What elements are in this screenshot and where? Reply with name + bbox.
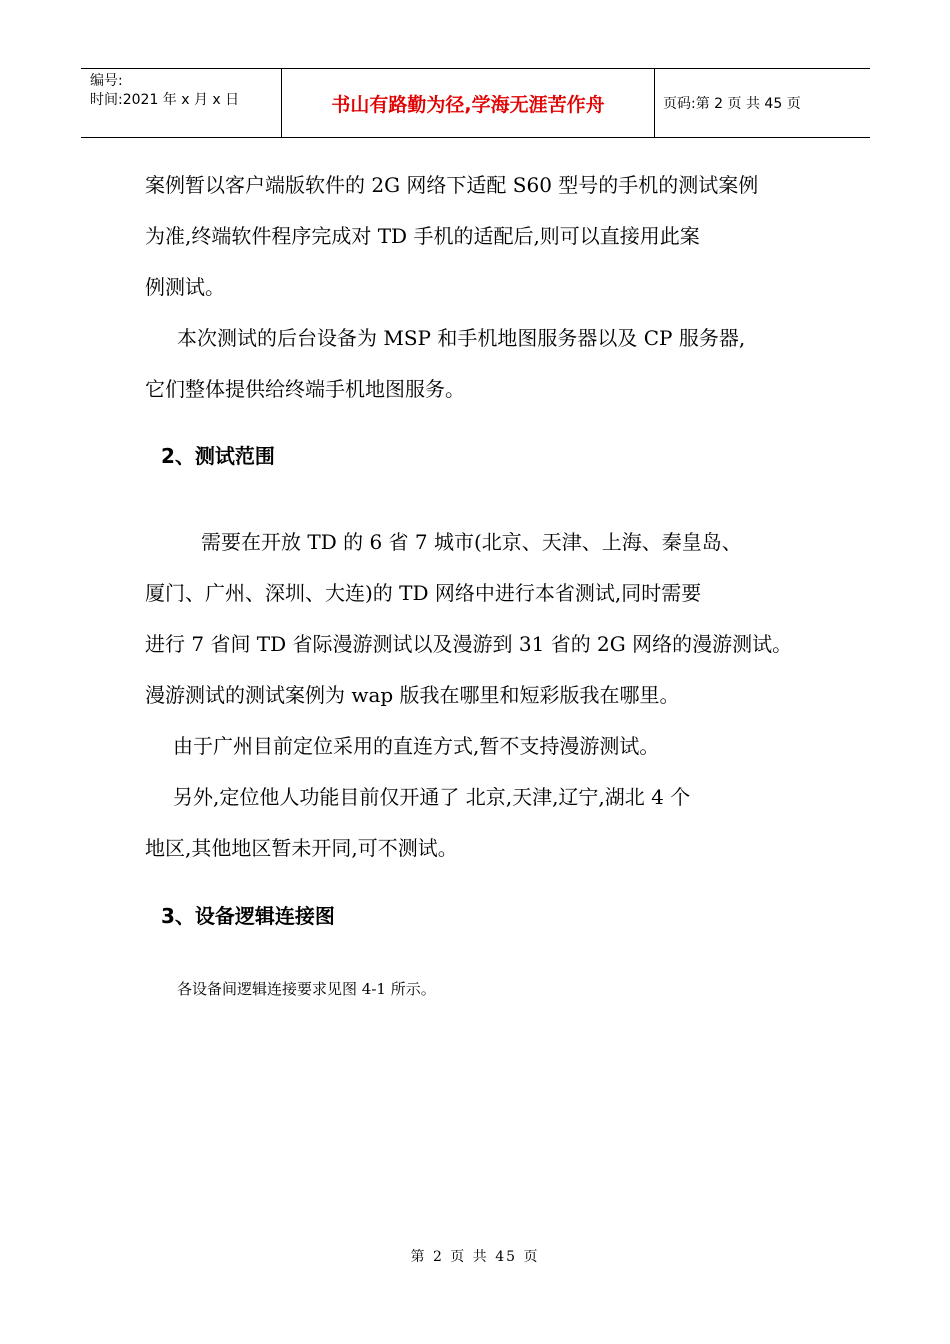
intro-line-1: 案例暂以客户端版软件的 2G 网络下适配 S60 型号的手机的测试案例 — [145, 173, 759, 197]
s2-para1-line-3: 进行 7 省间 TD 省际漫游测试以及漫游到 31 省的 2G 网络的漫游测试。 — [145, 632, 793, 656]
header-meta — [81, 69, 282, 137]
header-number-label: 编号: — [90, 73, 123, 89]
section-2-title: 2、测试范围 — [161, 444, 275, 468]
s2-para1-line-4: 漫游测试的测试案例为 wap 版我在哪里和短彩版我在哪里。 — [145, 683, 680, 707]
intro-line-3: 例测试。 — [145, 275, 225, 299]
page-header — [81, 68, 870, 138]
s2-para3-line-1: 另外,定位他人功能目前仅开通了 北京,天津,辽宁,湖北 4 个 — [173, 785, 691, 809]
header-page-info: 页码:第 2 页 共 45 页 — [663, 96, 801, 112]
intro-para2-line-1: 本次测试的后台设备为 MSP 和手机地图服务器以及 CP 服务器, — [177, 326, 746, 350]
s2-para1-line-1: 需要在开放 TD 的 6 省 7 城市(北京、天津、上海、秦皇岛、 — [201, 530, 742, 554]
section-3-note: 各设备间逻辑连接要求见图 4-1 所示。 — [177, 980, 436, 998]
s2-para1-line-2: 厦门、广州、深圳、大连)的 TD 网络中进行本省测试,同时需要 — [145, 581, 702, 605]
section-3-title: 3、设备逻辑连接图 — [161, 904, 335, 928]
section-2-body — [145, 517, 835, 874]
intro-section — [145, 160, 825, 415]
header-time-label: 时间:2021 年 x 月 x 日 — [90, 92, 240, 108]
page-footer: 第 2 页 共 45 页 — [410, 1249, 540, 1265]
header-motto: 书山有路勤为径,学海无涯苦作舟 — [282, 69, 655, 137]
intro-para2-line-2: 它们整体提供给终端手机地图服务。 — [145, 377, 465, 401]
intro-line-2: 为准,终端软件程序完成对 TD 手机的适配后,则可以直接用此案 — [145, 224, 700, 248]
s2-para2: 由于广州目前定位采用的直连方式,暂不支持漫游测试。 — [173, 734, 660, 758]
s2-para3-line-2: 地区,其他地区暂未开同,可不测试。 — [145, 836, 458, 860]
